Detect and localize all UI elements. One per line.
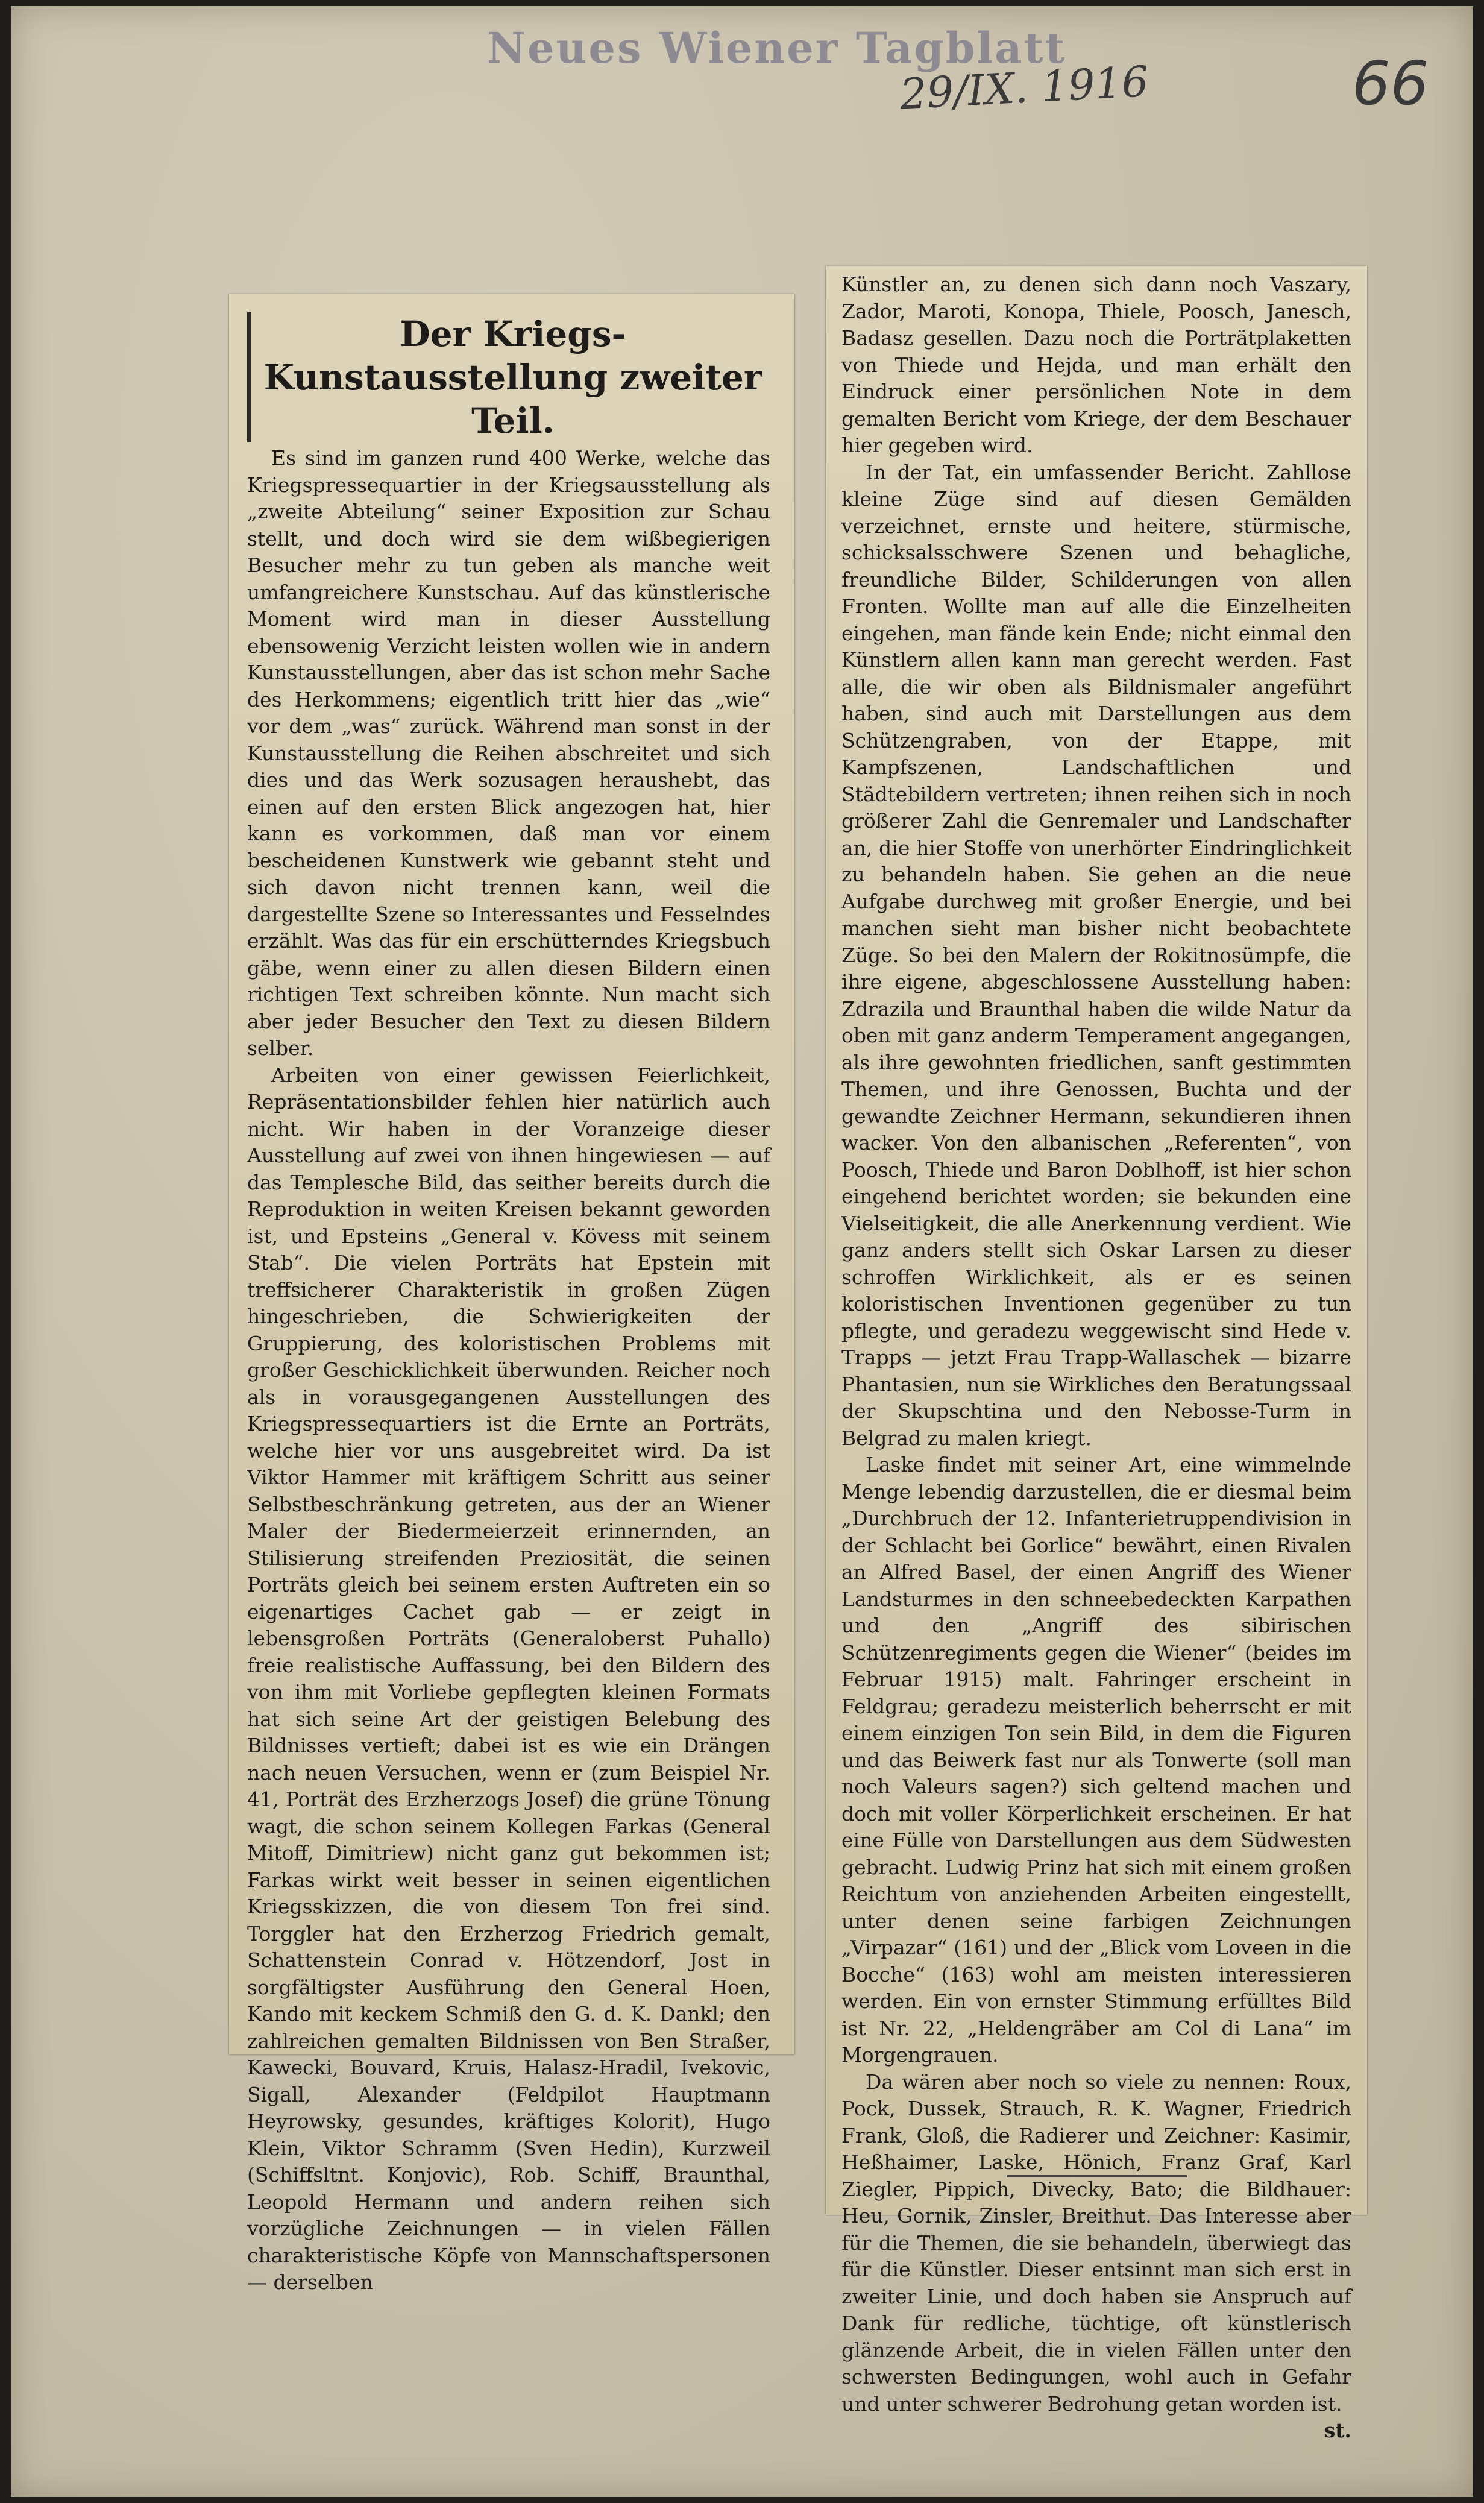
end-rule <box>1007 2175 1187 2177</box>
archive-sheet <box>11 6 1473 2497</box>
article-paragraph-text: Da wären aber noch so viele zu nennen: Roux, Pock, Dussek, Strauch, R. K. Wagner, Friedrich Frank, Gloß, die Radierer und Zeichner: Kasimir, Heßhaimer, Laske, Hönich, Franz Graf, Karl Ziegler, Pippich, Divecky, Bato; die Bildhauer: Heu, Gornik, Zinsler, Breithut. Das Interesse aber für die Themen, die sie behandeln, überwiegt das für die Künstler. Dieser entsinnt man sich erst in zweiter Linie, und doch haben sie Anspruch auf Dank für redliche, tüchtige, oft künstlerisch glänzende Arbeit, die in vielen Fällen unter den schwersten Bedingungen, wohl auch in Gefahr und unter schwerer Bedrohung getan worden ist. <box>841 2070 1351 2416</box>
article-column-1 <box>247 312 770 2294</box>
article-title: Der Kriegs-Kunstausstellung zweiter Teil. <box>247 312 770 442</box>
article-paragraph: Es sind im ganzen rund 400 Werke, welche das Kriegspressequartier in der Kriegsausstellung als „zweite Abteilung“ seiner Exposition zur Schau stellt, und doch wird sie dem wißbegierigen Besucher mehr zu tun geben als manche weit umfangreichere Kunstschau. Auf das künstlerische Moment wird man in dieser Ausstellung ebensowenig Verzicht leisten wollen wie in andern Kunstausstellungen, aber das ist schon mehr Sache des Herkommens; eigentlich tritt hier das „wie“ vor dem „was“ zurück. Während man sonst in der Kunstausstellung die Reihen abschreitet und sich dies und das Werk sozusagen heraushebt, das einen auf den ersten Blick angezogen hat, hier kann es vorkommen, daß man vor einem bescheidenen Kunstwerk wie gebannt steht und sich davon nicht trennen kann, weil die dargestellte Szene so Interessantes und Fesselndes erzählt. Was das für ein erschütterndes Kriegsbuch gäbe, wenn einer zu allen diesen Bildern einen richtigen Text schreiben könnte. Nun macht sich aber jeder Besucher den Text zu diesen Bildern selber. <box>247 446 770 1060</box>
handwritten-date: 29/IX. 1916 <box>899 57 1150 119</box>
article-paragraph: In der Tat, ein umfassender Bericht. Zahllose kleine Züge sind auf diesen Gemälden verzeichnet, ernste und heitere, stürmische, schicksalsschwere Szenen und behagliche, freundliche Bilder, Schilderungen von allen Fronten. Wollte man auf alle die Einzelheiten eingehen, man fände kein Ende; nicht einmal den Künstlern allen kann man gerecht werden. Fast alle, die wir oben als Bildnismaler angeführt haben, sind auch mit Darstellungen aus dem Schützengraben, von der Etappe, mit Kampfszenen, Landschaftlichen und Städtebildern vertreten; ihnen reihen sich in noch größerer Zahl die Genremaler und Landschafter an, die hier Stoffe von unerhörter Eindringlichkeit zu behandeln haben. Sie gehen an die neue Aufgabe durchweg mit großer Energie, und bei manchen sieht man bisher nicht beobachtete Züge. So bei den Malern der Rokitnosümpfe, die ihre eigene, abgeschlossene Ausstellung haben: Zdrazila und Braunthal haben die wilde Natur da oben mit ganz anderm Temperament angegangen, als ihre gewohnten friedlichen, sanft gestimmten Themen, und ihre Genossen, Buchta und der gewandte Zeichner Hermann, sekundieren ihnen wacker. Von den albanischen „Referenten“, von Poosch, Thiede und Baron Doblhoff, ist hier schon eingehend berichtet worden; sie bekunden eine Vielseitigkeit, die alle Anerkennung verdient. Wie ganz anders stellt sich Oskar Larsen zu dieser schroffen Wirklichkeit, als er es seinen koloristischen Inventionen gegenüber zu tun pflegte, und geradezu weggewischt sind Hede v. Trapps — jetzt Frau Trapp-Wallaschek — bizarre Phantasien, nun sie Wirkliches den Beratungssaal der Skupschtina und den Nebosse-Turm in Belgrad zu malen kriegt. <box>841 460 1351 1450</box>
newspaper-masthead: Neues Wiener Tagblatt <box>487 23 1067 73</box>
article-paragraph: Arbeiten von einer gewissen Feierlichkeit, Repräsentationsbilder fehlen hier natürlich auch nicht. Wir haben in der Voranzeige dieser Ausstellung auf zwei von ihnen hingewiesen — auf das Templesche Bild, das seither bereits durch die Reproduktion in weiten Kreisen bekannt geworden ist, und Epsteins „General v. Kövess mit seinem Stab“. Die vielen Porträts hat Epstein mit treffsicherer Charakteristik in großen Zügen hingeschrieben, die Schwierigkeiten der Gruppierung, des koloristischen Problems mit großer Geschicklichkeit überwunden. Reicher noch als in vorausgegangenen Ausstellungen des Kriegspressequartiers ist die Ernte an Porträts, welche hier vor uns ausgebreitet wird. Da ist Viktor Hammer mit kräftigem Schritt aus seiner Selbstbeschränkung getreten, aus der an Wiener Maler der Biedermeierzeit erinnernden, an Stilisierung streifenden Preziosität, die seinen Porträts gleich bei seinem ersten Auftreten ein so eigenartiges Cachet gab — er zeigt in lebensgroßen Porträts (Generaloberst Puhallo) freie realistische Auffassung, bei den Bildern des von ihm mit Vorliebe gepflegten kleinen Formats hat sich seine Art der geistigen Belebung des Bildnisses vertieft; dabei ist es wie ein Drängen nach neuen Versuchen, wenn er (zum Beispiel Nr. 41, Porträt des Erzherzogs Josef) die grüne Tönung wagt, die schon seinem Kollegen Farkas (General Mitoff, Dimitriew) nicht ganz gut bekommen ist; Farkas wirkt weit besser in seinen eigentlichen Kriegsskizzen, die von diesem Ton frei sind. Torggler hat den Erzherzog Friedrich gemalt, Schattenstein Conrad v. Hötzendorf, Jost in sorgfältigster Ausführung den General Hoen, Kando mit keckem Schmiß den G. d. K. Dankl; den zahlreichen gemalten Bildnissen von Ben Straßer, Kawecki, Bouvard, Kruis, Halasz-Hradil, Ivekovic, Sigall, Alexander (Feldpilot Hauptmann Heyrowsky, gesundes, kräftiges Kolorit), Hugo Klein, Viktor Schramm (Sven Hedin), Kurzweil (Schiffsltnt. Konjovic), Rob. Schiff, Braunthal, Leopold Hermann und andern reihen sich vorzügliche Zeichnungen — in vielen Fällen charakteristische Köpfe von Mannschaftspersonen — derselben <box>247 1063 770 2294</box>
article-paragraph <box>841 2069 1351 2442</box>
handwritten-page-number: 66 <box>1352 48 1429 119</box>
article-paragraph: Laske findet mit seiner Art, eine wimmelnde Menge lebendig darzustellen, die er diesmal beim „Durchbruch der 12. Infanterietruppendivision in der Schlacht bei Gorlice“ bewährt, einen Rivalen an Alfred Basel, der einen Angriff des Wiener Landsturmes in den schneebedeckten Karpathen und den „Angriff des sibirischen Schützenregiments gegen die Wiener“ (beides im Februar 1915) malt. Fahringer erscheint in Feldgrau; geradezu meisterlich beherrscht er mit einem einzigen Ton sein Bild, in dem die Figuren und das Beiwerk fast nur als Tonwerte (soll man noch Valeurs sagen?) sich geltend machen und doch mit voller Körperlichkeit erscheinen. Er hat eine Fülle von Darstellungen aus dem Südwesten gebracht. Ludwig Prinz hat sich mit einem großen Reichtum von anziehenden Arbeiten eingestellt, unter denen seine farbigen Zeichnungen „Virpazar“ (161) und der „Blick vom Loveen in die Bocche“ (163) wohl am meisten interessieren werden. Ein von ernster Stimmung erfülltes Bild ist Nr. 22, „Heldengräber am Col di Lana“ im Morgengrauen. <box>841 1453 1351 2067</box>
article-paragraph: Künstler an, zu denen sich dann noch Vaszary, Zador, Maroti, Konopa, Thiele, Poosch, Janesch, Badasz gesellen. Dazu noch die Porträtplaketten von Thiede und Hejda, und man erhält den Eindruck einer persönlichen Note in dem gemalten Bericht vom Kriege, der dem Beschauer hier gegeben wird. <box>841 272 1351 457</box>
clipping-right <box>826 266 1367 2442</box>
author-signature: st. <box>1324 2419 1351 2442</box>
clipping-left <box>229 294 794 2294</box>
article-column-2 <box>841 271 1351 2442</box>
